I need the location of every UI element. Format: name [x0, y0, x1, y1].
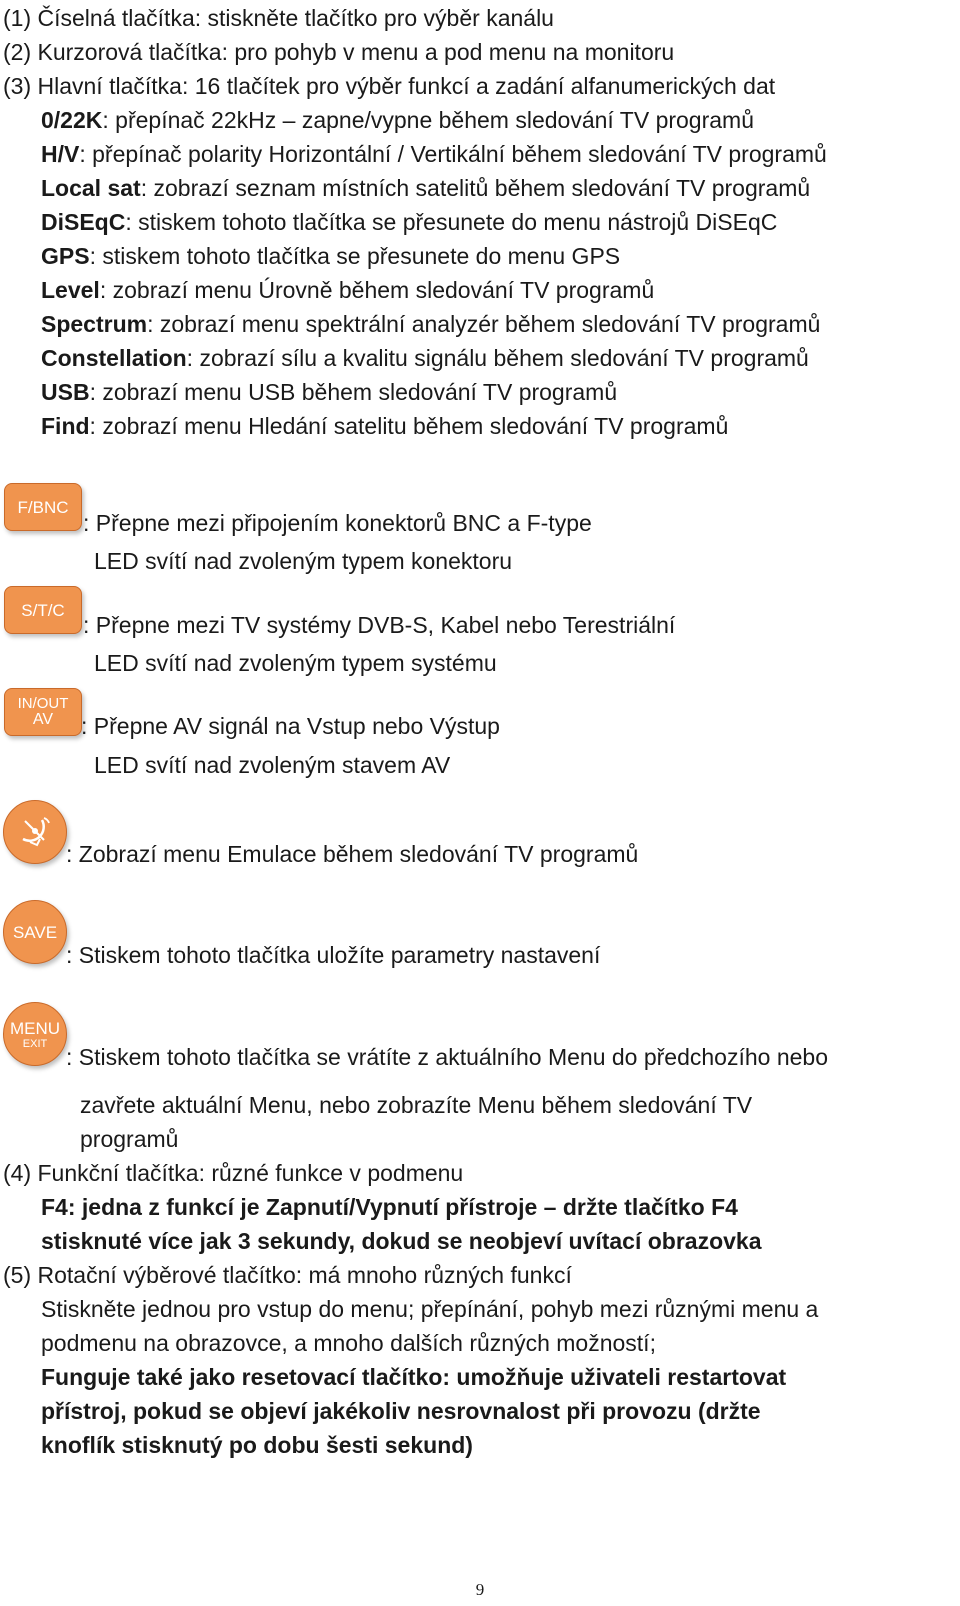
- menu-exit-button-icon: [3, 1002, 67, 1066]
- av-desc-2: LED svítí nad zvoleným stavem AV: [94, 752, 451, 778]
- key-diseqc: [41, 207, 777, 237]
- menu-desc-1: : Stiskem tohoto tlačítka se vrátíte z aktuálního Menu do předchozího nebo: [66, 1044, 828, 1070]
- in-out-label: IN/OUT: [17, 695, 69, 712]
- key-constellation: [41, 343, 809, 373]
- av-desc-1: : Přepne AV signál na Vstup nebo Výstup: [81, 713, 500, 739]
- key-level: [41, 275, 654, 305]
- key-local-sat: [41, 173, 810, 203]
- key-desc: : zobrazí menu spektrální analyzér během sledování TV programů: [147, 311, 821, 337]
- key-desc: : zobrazí menu USB během sledování TV programů: [89, 379, 618, 405]
- key-desc: : zobrazí seznam místních satelitů během sledování TV programů: [140, 175, 811, 201]
- in-out-av-button-icon: [4, 688, 82, 736]
- f-bnc-desc-2: LED svítí nad zvoleným typem konektoru: [94, 548, 513, 574]
- section-4-bold-2: stisknuté více jak 3 sekundy, dokud se neobjeví uvítací obrazovka: [41, 1228, 762, 1254]
- key-desc: : stiskem tohoto tlačítka se přesunete do menu nástrojů DiSEqC: [125, 209, 778, 235]
- key-label: USB: [41, 379, 90, 405]
- save-button-icon: [3, 900, 67, 964]
- page-number: 9: [475, 1580, 485, 1599]
- key-label: Constellation: [41, 345, 187, 371]
- section-5-bold-3: knoflík stisknutý po dobu šesti sekund): [41, 1432, 473, 1458]
- key-hv: [41, 139, 827, 169]
- s-t-c-label: S/T/C: [21, 600, 65, 620]
- satellite-dish-button-icon: [3, 800, 67, 864]
- section-5-title: (5) Rotační výběrové tlačítko: má mnoho různých funkcí: [3, 1262, 572, 1288]
- key-label: H/V: [41, 141, 80, 167]
- key-find: [41, 411, 728, 441]
- key-usb: [41, 377, 617, 407]
- key-desc: : přepínač polarity Horizontální / Vertikální během sledování TV programů: [79, 141, 827, 167]
- satellite-dish-icon: [15, 812, 55, 852]
- av-label: AV: [32, 711, 54, 728]
- menu-label: MENU: [9, 1018, 61, 1038]
- section-4-title: (4) Funkční tlačítka: různé funkce v podmenu: [3, 1160, 464, 1186]
- key-label: DiSEqC: [41, 209, 126, 235]
- intro-line-1: (1) Číselná tlačítka: stiskněte tlačítko pro výběr kanálu: [3, 5, 554, 31]
- key-spectrum: [41, 309, 820, 339]
- exit-label: EXIT: [22, 1037, 48, 1050]
- section-5-line-1: Stiskněte jednou pro vstup do menu; přepínání, pohyb mezi různými menu a: [41, 1296, 819, 1322]
- s-t-c-desc-2: LED svítí nad zvoleným typem systému: [94, 650, 497, 676]
- key-0-22k: [41, 105, 754, 135]
- emulation-desc: : Zobrazí menu Emulace během sledování TV programů: [66, 841, 639, 867]
- s-t-c-button-icon: [4, 586, 82, 634]
- key-label: GPS: [41, 243, 90, 269]
- menu-desc-2: zavřete aktuální Menu, nebo zobrazíte Menu během sledování TV: [80, 1092, 753, 1118]
- key-desc: : zobrazí menu Úrovně během sledování TV programů: [99, 277, 655, 303]
- key-gps: [41, 241, 620, 271]
- section-5-bold-2: přístroj, pokud se objeví jakékoliv nesrovnalost při provozu (držte: [41, 1398, 761, 1424]
- intro-line-3: (3) Hlavní tlačítka: 16 tlačítek pro výběr funkcí a zadání alfanumerických dat: [3, 73, 776, 99]
- save-desc: : Stiskem tohoto tlačítka uložíte parametry nastavení: [66, 942, 601, 968]
- key-desc: : přepínač 22kHz – zapne/vypne během sledování TV programů: [102, 107, 755, 133]
- key-desc: : stiskem tohoto tlačítka se přesunete do menu GPS: [89, 243, 621, 269]
- key-label: Local sat: [41, 175, 141, 201]
- f-bnc-button-icon: [4, 483, 82, 531]
- key-label: 0/22K: [41, 107, 103, 133]
- key-label: Spectrum: [41, 311, 148, 337]
- key-desc: : zobrazí menu Hledání satelitu během sledování TV programů: [89, 413, 729, 439]
- menu-desc-3: programů: [80, 1126, 179, 1152]
- key-label: Level: [41, 277, 100, 303]
- intro-line-2: (2) Kurzorová tlačítka: pro pohyb v menu a pod menu na monitoru: [3, 39, 675, 65]
- f-bnc-label: F/BNC: [17, 497, 69, 517]
- s-t-c-desc-1: : Přepne mezi TV systémy DVB-S, Kabel nebo Terestriální: [83, 612, 676, 638]
- key-desc: : zobrazí sílu a kvalitu signálu během sledování TV programů: [186, 345, 809, 371]
- section-5-line-2: podmenu na obrazovce, a mnoho dalších různých možností;: [41, 1330, 656, 1356]
- save-label: SAVE: [12, 922, 58, 942]
- section-5-bold-1: Funguje také jako resetovací tlačítko: umožňuje uživateli restartovat: [41, 1364, 787, 1390]
- section-4-bold-1: F4: jedna z funkcí je Zapnutí/Vypnutí přístroje – držte tlačítko F4: [41, 1194, 738, 1220]
- key-label: Find: [41, 413, 90, 439]
- f-bnc-desc-1: : Přepne mezi připojením konektorů BNC a F-type: [83, 510, 592, 536]
